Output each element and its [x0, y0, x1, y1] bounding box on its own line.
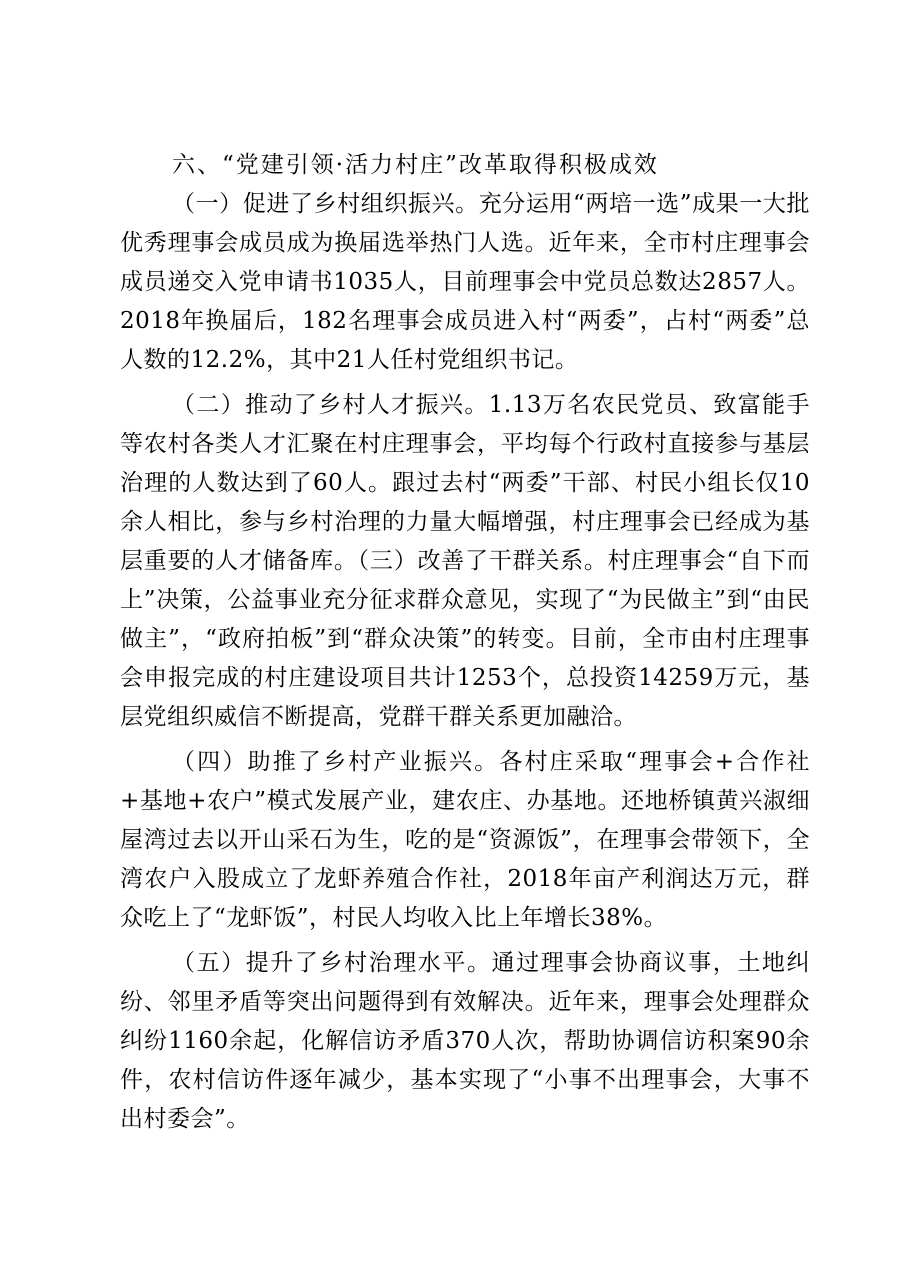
- paragraph-talent-relations: （二）推动了乡村人才振兴。1.13万名农民党员、致富能手等农村各类人才汇聚在村庄理事会，平均每个行政村直接参与基层治理的人数达到了60人。跟过去村“两委”干部、村民小组长仅10余人相比，参与乡村治理的力量大幅增强，村庄理事会已经成为基层重要的人才储备库。（三）改善了干群关系。村庄理事会“自下而上”决策，公益事业充分征求群众意见，实现了“为民做主”到“由民做主”，“政府拍板”到“群众决策”的转变。目前，全市由村庄理事会申报完成的村庄建设项目共计1253个，总投资14259万元，基层党组织威信不断提高，党群干群关系更加融洽。: [120, 392, 810, 730]
- section-heading: 六、“党建引领·活力村庄”改革取得积极成效: [172, 152, 659, 178]
- paragraph-organization: （一）促进了乡村组织振兴。充分运用“两培一选”成果一大批优秀理事会成员成为换届选举热门人选。近年来，全市村庄理事会成员递交入党申请书1035人，目前理事会中党员总数达2857人。2018年换届后，182名理事会成员进入村“两委”，占村“两委”总人数的12.2%，其中21人任村党组织书记。: [120, 191, 810, 373]
- document-body: [120, 146, 810, 1139]
- paragraph-industry: （四）助推了乡村产业振兴。各村庄采取“理事会+合作社+基地+农户”模式发展产业，建农庄、办基地。还地桥镇黄兴淑细屋湾过去以开山采石为生，吃的是“资源饭”，在理事会带领下，全湾农户入股成立了龙虾养殖合作社，2018年亩产利润达万元，群众吃上了“龙虾饭”，村民人均收入比上年增长38%。: [120, 749, 810, 931]
- paragraph-governance: （五）提升了乡村治理水平。通过理事会协商议事，土地纠纷、邻里矛盾等突出问题得到有效解决。近年来，理事会处理群众纠纷1160余起，化解信访矛盾370人次，帮助协调信访积案90余件，农村信访件逐年减少，基本实现了“小事不出理事会，大事不出村委会”。: [120, 950, 810, 1132]
